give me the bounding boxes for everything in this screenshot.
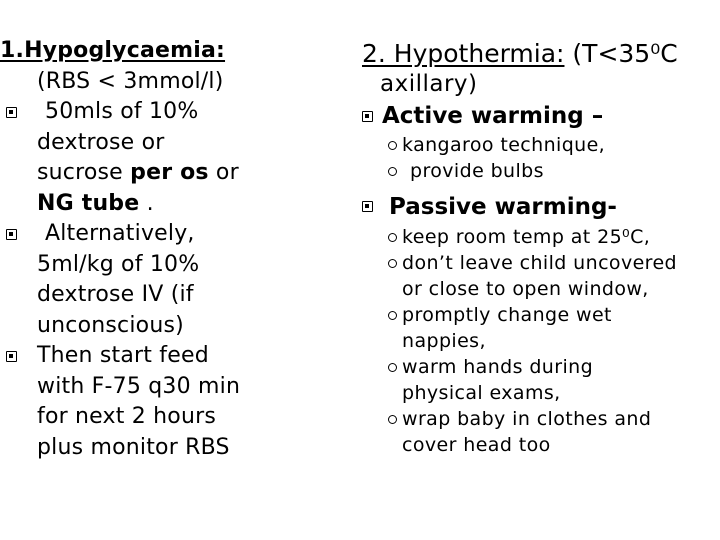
sub-item-text: promptly change wet [402,304,612,326]
item-line: Then start feed [37,343,209,368]
sub-item-text: keep room temp at 25⁰C, [402,226,651,248]
sub-list-item [362,224,714,250]
hypothermia-title-rest: (T<35⁰C [564,39,678,68]
item-line: plus monitor RBS [37,434,230,460]
hypoglycaemia-section [0,36,300,463]
sub-item-text: warm hands during [402,356,594,378]
list-item-active-warming [362,102,714,184]
ring-bullet-icon [388,141,397,150]
passive-warming-label: Passive warming- [389,194,617,220]
sub-item-text: nappies, [402,330,486,352]
sub-item-text: wrap baby in clothes and [402,408,652,430]
list-item [0,97,300,219]
item-line: unconscious) [37,312,184,338]
sub-list-item [362,406,714,458]
bold-term: per os [130,160,209,185]
ring-bullet-icon [388,259,397,268]
hypothermia-title: 2. Hypothermia: [362,39,565,68]
bullet-icon [362,201,373,212]
bullet-icon [6,107,17,118]
active-warming-label: Active warming – [382,103,604,129]
item-line: 5ml/kg of 10% [37,251,200,277]
sub-item-text: kangaroo technique, [402,134,606,156]
item-line [0,189,300,220]
bullet-icon [6,351,17,362]
hypothermia-heading-line2: axillary) [380,71,478,97]
ring-bullet-icon [388,415,397,424]
item-line: 50mls of 10% [45,99,199,124]
item-line: for next 2 hours [37,404,217,429]
item-line: with F-75 q30 min [37,373,241,399]
ring-bullet-icon [388,363,397,372]
sub-list-item [362,250,714,302]
bullet-icon [362,111,373,122]
item-line: dextrose IV (if [37,282,194,307]
bullet-icon [6,229,17,240]
sub-item-text: provide bulbs [410,160,544,182]
sub-list-item [362,158,714,184]
item-line: Alternatively, [45,221,195,246]
ring-bullet-icon [388,167,397,176]
hypoglycaemia-heading: 1.Hypoglycaemia: [0,38,226,63]
sub-list-item [362,354,714,406]
list-item-passive-warming [362,192,714,458]
item-text: sucrose [37,160,131,185]
sub-item-text: cover head too [402,434,551,456]
list-item [0,219,300,341]
sub-list-item [362,302,714,354]
sub-list-item [362,132,714,158]
sub-item-text: or close to open window, [402,278,649,300]
ring-bullet-icon [388,311,397,320]
item-line [0,158,300,189]
item-line: dextrose or [37,129,165,155]
item-text: or [208,160,239,185]
hypothermia-section [362,38,714,458]
hypothermia-heading [362,38,714,70]
sub-item-text: don’t leave child uncovered [402,252,678,274]
sub-item-text: physical exams, [402,382,561,404]
hypoglycaemia-subheading: (RBS < 3mmol/l) [37,68,224,94]
list-item [0,341,300,463]
item-text: . [139,190,154,216]
ring-bullet-icon [388,233,397,242]
bold-term: NG tube [37,190,140,216]
